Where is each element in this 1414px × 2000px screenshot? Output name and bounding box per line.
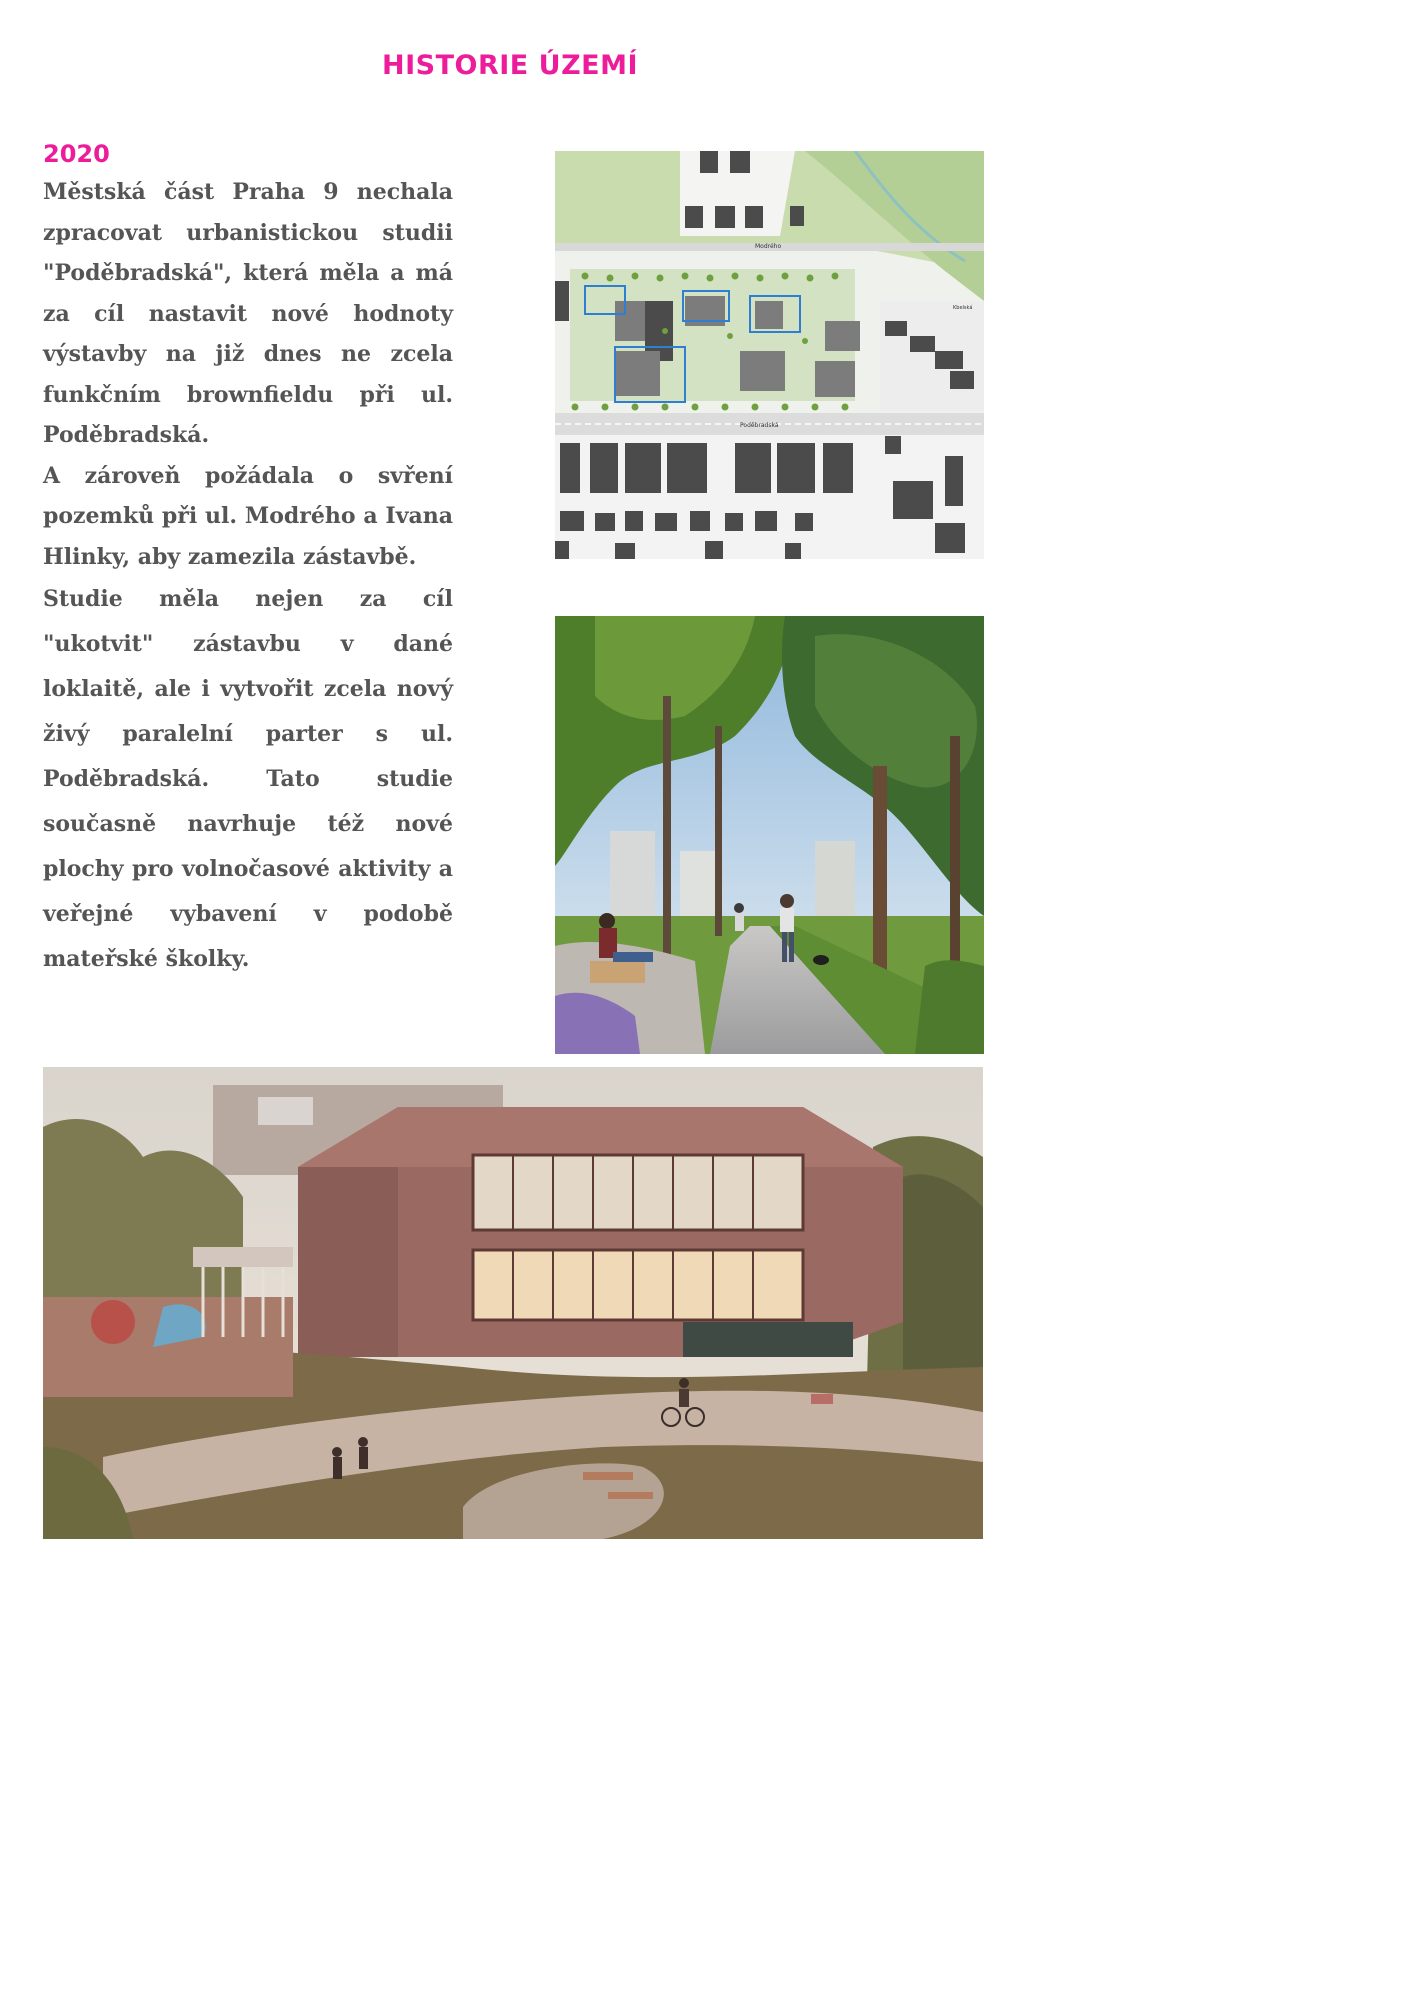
urban-site-plan-image xyxy=(555,151,984,559)
section-year: 2020 xyxy=(43,140,110,168)
study-description xyxy=(43,172,453,982)
street-label-kbelska: Kbelská xyxy=(953,305,973,311)
street-label-podebradska: Poděbradská xyxy=(740,422,779,429)
paragraph-land-request: A zároveň požádala o svření pozemků při ul. Modrého a Ivana Hlinky, aby zamezila zástavbě. xyxy=(43,462,453,570)
paragraph-study-goals: Studie měla nejen za cíl "ukotvit" zástavbu v dané loklaitě, ale i vytvořit zcela nový živý paralelní parter s ul. Poděbradská. Tato studie současně navrhuje též nové plochy pro volnočasové aktivity a veřejné vybavení v podobě mateřské školky. xyxy=(43,586,453,972)
paragraph-study-intro: Městská část Praha 9 nechala zpracovat urbanistickou studii "Poděbradská", která měla a má za cíl nastavit nové hodnoty výstavby na již dnes ne zcela funkčním brownfieldu při ul. Poděbradská. xyxy=(43,179,453,448)
park-promenade-visualization-image xyxy=(555,616,984,1054)
street-label-modreho: Modrého xyxy=(755,243,782,250)
page-title: HISTORIE ÚZEMÍ xyxy=(382,50,638,81)
kindergarten-visualization-image xyxy=(43,1067,983,1539)
